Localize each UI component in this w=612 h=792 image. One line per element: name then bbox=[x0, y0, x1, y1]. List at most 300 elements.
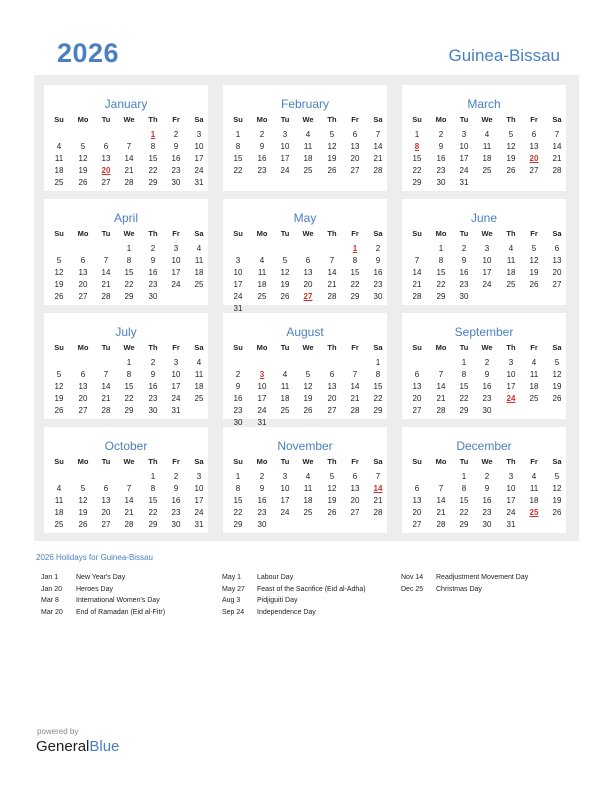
calendar-day: 11 bbox=[194, 370, 204, 379]
calendar-day: 12 bbox=[506, 142, 516, 151]
calendar-day: 7 bbox=[414, 256, 420, 265]
calendar-day: 18 bbox=[54, 508, 64, 517]
calendar-day: 16 bbox=[436, 154, 446, 163]
weekday-header: Tu bbox=[101, 229, 111, 238]
calendar-day: 4 bbox=[305, 130, 311, 139]
weekday-header: Tu bbox=[280, 115, 290, 124]
calendar-day: 7 bbox=[438, 370, 444, 379]
calendar-day: 10 bbox=[233, 268, 243, 277]
weekday-header: Tu bbox=[101, 343, 111, 352]
calendar-day: 13 bbox=[78, 268, 88, 277]
calendar-day: 23 bbox=[171, 508, 181, 517]
calendar-day: 14 bbox=[412, 268, 422, 277]
weekday-header: Tu bbox=[280, 229, 290, 238]
calendar-day: 5 bbox=[329, 472, 335, 481]
weekday-header: Su bbox=[412, 457, 422, 466]
holiday-day: 14 bbox=[373, 484, 383, 493]
month-november bbox=[223, 427, 387, 533]
weekday-header: Tu bbox=[459, 229, 469, 238]
calendar-day: 10 bbox=[280, 142, 290, 151]
holiday-name: Labour Day bbox=[257, 574, 294, 581]
weekday-header: Th bbox=[327, 343, 337, 352]
calendar-day: 5 bbox=[554, 358, 560, 367]
weekday-header: Su bbox=[54, 343, 64, 352]
weekday-header: Mo bbox=[435, 229, 447, 238]
weekday-header: Th bbox=[506, 229, 516, 238]
holiday-name: International Women's Day bbox=[76, 597, 160, 604]
calendar-day: 24 bbox=[459, 166, 469, 175]
calendar-day: 15 bbox=[459, 382, 469, 391]
calendar-day: 27 bbox=[78, 406, 88, 415]
calendar-day: 30 bbox=[459, 292, 469, 301]
calendar-day: 14 bbox=[124, 496, 134, 505]
month-august bbox=[223, 313, 387, 427]
calendar-day: 16 bbox=[373, 268, 383, 277]
month-title: March bbox=[467, 97, 501, 111]
calendar-day: 6 bbox=[103, 484, 109, 493]
weekday-header: We bbox=[123, 343, 135, 352]
weekday-header: Mo bbox=[256, 457, 268, 466]
weekday-header: Fr bbox=[172, 115, 180, 124]
month-title: October bbox=[104, 439, 148, 453]
holiday-date: May 27 bbox=[222, 585, 245, 593]
calendar-day: 29 bbox=[124, 406, 134, 415]
calendar-day: 17 bbox=[194, 154, 204, 163]
month-title: July bbox=[115, 325, 137, 339]
calendar-day: 15 bbox=[124, 268, 134, 277]
calendar-day: 30 bbox=[373, 292, 383, 301]
calendar-day: 17 bbox=[171, 268, 181, 277]
brand-blue: Blue bbox=[89, 738, 120, 755]
calendar-day: 24 bbox=[233, 292, 243, 301]
calendar-day: 12 bbox=[529, 256, 539, 265]
calendar-day: 17 bbox=[280, 154, 290, 163]
calendar-day: 23 bbox=[459, 280, 469, 289]
weekday-header: Sa bbox=[194, 229, 204, 238]
holiday-day: 24 bbox=[506, 394, 516, 403]
calendar-day: 17 bbox=[482, 268, 492, 277]
calendar-day: 12 bbox=[552, 484, 562, 493]
weekday-header: Th bbox=[327, 457, 337, 466]
calendar-day: 9 bbox=[259, 484, 265, 493]
calendar-day: 30 bbox=[482, 520, 492, 529]
calendar-day: 9 bbox=[173, 484, 179, 493]
calendar-day: 24 bbox=[194, 166, 204, 175]
calendar-day: 22 bbox=[373, 394, 383, 403]
calendar-day: 2 bbox=[438, 130, 444, 139]
weekday-header: Th bbox=[327, 115, 337, 124]
holidays-title: 2026 Holidays for Guinea-Bissau bbox=[36, 553, 153, 562]
calendar-day: 16 bbox=[257, 496, 267, 505]
calendar-day: 3 bbox=[508, 358, 514, 367]
holiday-day: 25 bbox=[529, 508, 539, 517]
calendar-day: 19 bbox=[529, 268, 539, 277]
weekday-header: Mo bbox=[77, 457, 89, 466]
weekday-header: Su bbox=[54, 457, 64, 466]
calendar-day: 8 bbox=[235, 484, 241, 493]
calendar-day: 6 bbox=[554, 244, 560, 253]
weekday-header: Sa bbox=[552, 457, 562, 466]
calendar-day: 3 bbox=[196, 472, 202, 481]
calendar-day: 2 bbox=[150, 244, 156, 253]
calendar-day: 25 bbox=[54, 178, 64, 187]
calendar-day: 10 bbox=[280, 484, 290, 493]
holiday-date: Nov 14 bbox=[401, 574, 424, 581]
calendar-day: 10 bbox=[257, 382, 267, 391]
calendar-day: 21 bbox=[101, 394, 111, 403]
weekday-header: Th bbox=[506, 343, 516, 352]
calendar-day: 16 bbox=[459, 268, 469, 277]
calendar-day: 5 bbox=[531, 244, 537, 253]
weekday-header: Tu bbox=[459, 115, 469, 124]
calendar-day: 20 bbox=[412, 508, 422, 517]
calendar-day: 19 bbox=[303, 394, 313, 403]
calendar-day: 15 bbox=[350, 268, 360, 277]
calendar-day: 19 bbox=[54, 394, 64, 403]
calendar-day: 8 bbox=[352, 256, 358, 265]
calendar-day: 9 bbox=[484, 370, 490, 379]
calendar-day: 2 bbox=[375, 244, 381, 253]
month-title: November bbox=[277, 439, 333, 453]
weekday-header: Sa bbox=[373, 457, 383, 466]
calendar-day: 30 bbox=[257, 520, 267, 529]
calendar-day: 6 bbox=[352, 130, 358, 139]
calendar-day: 4 bbox=[196, 358, 202, 367]
calendar-day: 23 bbox=[373, 280, 383, 289]
calendar-day: 6 bbox=[103, 142, 109, 151]
calendar-day: 4 bbox=[282, 370, 288, 379]
calendar-day: 17 bbox=[280, 496, 290, 505]
weekday-header: Fr bbox=[351, 115, 359, 124]
weekday-header: We bbox=[302, 457, 314, 466]
calendar-day: 10 bbox=[506, 484, 516, 493]
calendar-day: 28 bbox=[101, 406, 111, 415]
calendar-day: 4 bbox=[56, 484, 62, 493]
calendar-day: 5 bbox=[56, 256, 62, 265]
calendar-day: 1 bbox=[150, 472, 156, 481]
calendar-day: 13 bbox=[350, 142, 360, 151]
weekday-header: We bbox=[123, 229, 135, 238]
weekday-header: Th bbox=[506, 457, 516, 466]
generalblue-logo[interactable] bbox=[36, 738, 119, 755]
calendar-day: 18 bbox=[303, 154, 313, 163]
calendar-day: 26 bbox=[78, 520, 88, 529]
calendar-day: 26 bbox=[506, 166, 516, 175]
month-title: August bbox=[286, 325, 324, 339]
calendar-day: 17 bbox=[459, 154, 469, 163]
weekday-header: Sa bbox=[194, 457, 204, 466]
calendar-day: 11 bbox=[303, 142, 313, 151]
calendar-day: 20 bbox=[78, 394, 88, 403]
calendar-day: 24 bbox=[280, 508, 290, 517]
calendar-day: 29 bbox=[233, 520, 243, 529]
weekday-header: We bbox=[123, 115, 135, 124]
weekday-header: We bbox=[481, 115, 493, 124]
calendar-day: 22 bbox=[233, 508, 243, 517]
calendar-day: 18 bbox=[194, 382, 204, 391]
calendar-day: 25 bbox=[506, 280, 516, 289]
calendar-day: 15 bbox=[436, 268, 446, 277]
calendar-day: 18 bbox=[303, 496, 313, 505]
calendar-day: 3 bbox=[461, 130, 467, 139]
weekday-header: Fr bbox=[351, 229, 359, 238]
weekday-header: Sa bbox=[552, 115, 562, 124]
calendar-day: 12 bbox=[552, 370, 562, 379]
calendar-day: 27 bbox=[412, 406, 422, 415]
calendar-day: 26 bbox=[529, 280, 539, 289]
calendar-day: 20 bbox=[303, 280, 313, 289]
month-title: December bbox=[456, 439, 512, 453]
calendar-day: 18 bbox=[529, 382, 539, 391]
calendar-day: 2 bbox=[461, 244, 467, 253]
calendar-day: 29 bbox=[459, 520, 469, 529]
calendar-day: 22 bbox=[412, 166, 422, 175]
calendar-day: 18 bbox=[506, 268, 516, 277]
calendar-day: 30 bbox=[148, 406, 158, 415]
calendar-day: 28 bbox=[124, 520, 134, 529]
calendar-day: 20 bbox=[350, 496, 360, 505]
calendar-day: 31 bbox=[171, 406, 181, 415]
calendar-day: 4 bbox=[196, 244, 202, 253]
calendar-day: 9 bbox=[461, 256, 467, 265]
calendar-day: 29 bbox=[459, 406, 469, 415]
calendar-day: 30 bbox=[148, 292, 158, 301]
calendar-day: 2 bbox=[484, 472, 490, 481]
weekday-header: Tu bbox=[459, 343, 469, 352]
weekday-header: Sa bbox=[194, 115, 204, 124]
calendar-day: 18 bbox=[194, 268, 204, 277]
calendar-day: 20 bbox=[552, 268, 562, 277]
calendar-day: 24 bbox=[257, 406, 267, 415]
calendar-day: 11 bbox=[280, 382, 290, 391]
calendar-day: 1 bbox=[235, 130, 241, 139]
calendar-day: 14 bbox=[373, 142, 383, 151]
holiday-name: Christmas Day bbox=[436, 585, 482, 593]
holiday-date: May 1 bbox=[222, 574, 242, 581]
calendar-day: 19 bbox=[327, 154, 337, 163]
calendar-day: 20 bbox=[412, 394, 422, 403]
calendar-day: 26 bbox=[552, 508, 562, 517]
calendar-day: 9 bbox=[150, 370, 156, 379]
calendar-day: 31 bbox=[194, 520, 204, 529]
calendar-day: 15 bbox=[233, 154, 243, 163]
calendar-day: 13 bbox=[101, 154, 111, 163]
month-title: September bbox=[454, 325, 514, 339]
calendar-day: 14 bbox=[436, 382, 446, 391]
weekday-header: Tu bbox=[280, 343, 290, 352]
calendar-day: 23 bbox=[482, 508, 492, 517]
calendar-day: 30 bbox=[171, 178, 181, 187]
calendar-day: 16 bbox=[171, 154, 181, 163]
calendar-day: 25 bbox=[194, 280, 204, 289]
calendar-day: 13 bbox=[412, 496, 422, 505]
calendar-day: 17 bbox=[171, 382, 181, 391]
weekday-header: Mo bbox=[256, 343, 268, 352]
calendar-day: 21 bbox=[124, 166, 134, 175]
calendar-day: 14 bbox=[327, 268, 337, 277]
weekday-header: Su bbox=[412, 115, 422, 124]
calendar-day: 22 bbox=[148, 166, 158, 175]
calendar-day: 5 bbox=[282, 256, 288, 265]
calendar-day: 3 bbox=[508, 472, 514, 481]
calendar-day: 8 bbox=[438, 256, 444, 265]
month-march bbox=[402, 85, 566, 191]
calendar-day: 25 bbox=[280, 406, 290, 415]
calendar-day: 24 bbox=[194, 508, 204, 517]
calendar-day: 15 bbox=[412, 154, 422, 163]
weekday-header: Sa bbox=[373, 343, 383, 352]
calendar-day: 29 bbox=[350, 292, 360, 301]
calendar-day: 21 bbox=[101, 280, 111, 289]
calendar-day: 25 bbox=[303, 508, 313, 517]
weekday-header: Th bbox=[327, 229, 337, 238]
weekday-header: Su bbox=[54, 229, 64, 238]
calendar-day: 12 bbox=[78, 154, 88, 163]
calendar-day: 30 bbox=[436, 178, 446, 187]
calendar-day: 8 bbox=[150, 484, 156, 493]
calendar-day: 27 bbox=[78, 292, 88, 301]
calendar-day: 4 bbox=[259, 256, 265, 265]
calendar-day: 3 bbox=[173, 358, 179, 367]
weekday-header: Fr bbox=[172, 457, 180, 466]
calendar-day: 8 bbox=[126, 256, 132, 265]
calendar-day: 11 bbox=[303, 484, 313, 493]
holiday-date: Sep 24 bbox=[222, 608, 245, 616]
calendar-day: 28 bbox=[350, 406, 360, 415]
calendar-day: 10 bbox=[194, 142, 204, 151]
weekday-header: We bbox=[123, 457, 135, 466]
weekday-header: Su bbox=[233, 229, 243, 238]
calendar-day: 15 bbox=[459, 496, 469, 505]
calendar-day: 29 bbox=[148, 520, 158, 529]
calendar-day: 4 bbox=[531, 472, 537, 481]
calendar-day: 22 bbox=[436, 280, 446, 289]
calendar-day: 27 bbox=[350, 508, 360, 517]
calendar-day: 2 bbox=[484, 358, 490, 367]
calendar-day: 12 bbox=[327, 484, 337, 493]
calendar-day: 29 bbox=[373, 406, 383, 415]
weekday-header: Mo bbox=[435, 343, 447, 352]
calendar-day: 3 bbox=[173, 244, 179, 253]
calendar-day: 4 bbox=[508, 244, 514, 253]
calendar-day: 13 bbox=[412, 382, 422, 391]
holiday-date: Aug 3 bbox=[222, 597, 241, 604]
calendar-day: 23 bbox=[171, 166, 181, 175]
calendar-day: 27 bbox=[552, 280, 562, 289]
weekday-header: Fr bbox=[351, 457, 359, 466]
calendar-day: 22 bbox=[459, 508, 469, 517]
calendar-day: 26 bbox=[552, 394, 562, 403]
calendar-day: 29 bbox=[148, 178, 158, 187]
calendar-day: 7 bbox=[103, 256, 109, 265]
weekday-header: We bbox=[481, 229, 493, 238]
calendar-day: 7 bbox=[126, 484, 132, 493]
calendar-day: 28 bbox=[552, 166, 562, 175]
calendar-day: 27 bbox=[529, 166, 539, 175]
calendar-day: 27 bbox=[327, 406, 337, 415]
weekday-header: We bbox=[302, 229, 314, 238]
calendar-day: 21 bbox=[327, 280, 337, 289]
calendar-day: 4 bbox=[531, 358, 537, 367]
calendar-day: 11 bbox=[54, 154, 64, 163]
weekday-header: We bbox=[481, 457, 493, 466]
weekday-header: Th bbox=[148, 115, 158, 124]
calendar-day: 18 bbox=[280, 394, 290, 403]
calendar-day: 28 bbox=[373, 166, 383, 175]
calendar-day: 31 bbox=[233, 304, 243, 313]
month-title: May bbox=[293, 211, 317, 225]
weekday-header: Mo bbox=[256, 115, 268, 124]
calendar-day: 17 bbox=[506, 382, 516, 391]
calendar-day: 16 bbox=[482, 382, 492, 391]
weekday-header: Mo bbox=[77, 115, 89, 124]
calendar-day: 3 bbox=[282, 130, 288, 139]
holiday-name: End of Ramadan (Eid al-Fitr) bbox=[76, 608, 166, 616]
calendar-day: 27 bbox=[101, 178, 111, 187]
calendar-day: 21 bbox=[436, 508, 446, 517]
calendar-day: 9 bbox=[150, 256, 156, 265]
calendar-day: 26 bbox=[54, 292, 64, 301]
calendar-day: 28 bbox=[412, 292, 422, 301]
calendar-day: 1 bbox=[438, 244, 444, 253]
calendar-day: 29 bbox=[124, 292, 134, 301]
calendar-day: 27 bbox=[101, 520, 111, 529]
calendar-day: 20 bbox=[327, 394, 337, 403]
calendar-day: 2 bbox=[150, 358, 156, 367]
calendar-day: 3 bbox=[235, 256, 241, 265]
calendar-day: 25 bbox=[482, 166, 492, 175]
calendar-day: 11 bbox=[194, 256, 204, 265]
calendar-day: 18 bbox=[54, 166, 64, 175]
weekday-header: Mo bbox=[256, 229, 268, 238]
calendar-day: 27 bbox=[412, 520, 422, 529]
calendar-day: 25 bbox=[303, 166, 313, 175]
calendar-day: 10 bbox=[506, 370, 516, 379]
calendar-day: 20 bbox=[78, 280, 88, 289]
calendar-day: 24 bbox=[280, 166, 290, 175]
calendar-day: 17 bbox=[257, 394, 267, 403]
weekday-header: Sa bbox=[373, 115, 383, 124]
calendar-day: 12 bbox=[327, 142, 337, 151]
country-title: Guinea-Bissau bbox=[448, 46, 560, 65]
weekday-header: We bbox=[481, 343, 493, 352]
calendar-day: 13 bbox=[78, 382, 88, 391]
calendar-day: 17 bbox=[194, 496, 204, 505]
calendar-day: 14 bbox=[436, 496, 446, 505]
calendar-day: 8 bbox=[126, 370, 132, 379]
weekday-header: Mo bbox=[77, 343, 89, 352]
calendar-day: 9 bbox=[259, 142, 265, 151]
calendar-day: 8 bbox=[461, 370, 467, 379]
month-october bbox=[44, 427, 208, 533]
holiday-day: 27 bbox=[303, 292, 313, 301]
calendar-day: 12 bbox=[54, 382, 64, 391]
calendar-day: 24 bbox=[171, 394, 181, 403]
calendar-day: 16 bbox=[257, 154, 267, 163]
calendar-day: 25 bbox=[54, 520, 64, 529]
month-september bbox=[402, 313, 566, 419]
calendar-day: 15 bbox=[148, 154, 158, 163]
calendar-day: 19 bbox=[552, 382, 562, 391]
month-january bbox=[44, 85, 208, 191]
calendar-day: 6 bbox=[531, 130, 537, 139]
calendar-day: 4 bbox=[56, 142, 62, 151]
month-december bbox=[402, 427, 566, 533]
calendar-day: 1 bbox=[414, 130, 420, 139]
weekday-header: Sa bbox=[552, 343, 562, 352]
calendar-day: 30 bbox=[482, 406, 492, 415]
calendar-day: 5 bbox=[554, 472, 560, 481]
